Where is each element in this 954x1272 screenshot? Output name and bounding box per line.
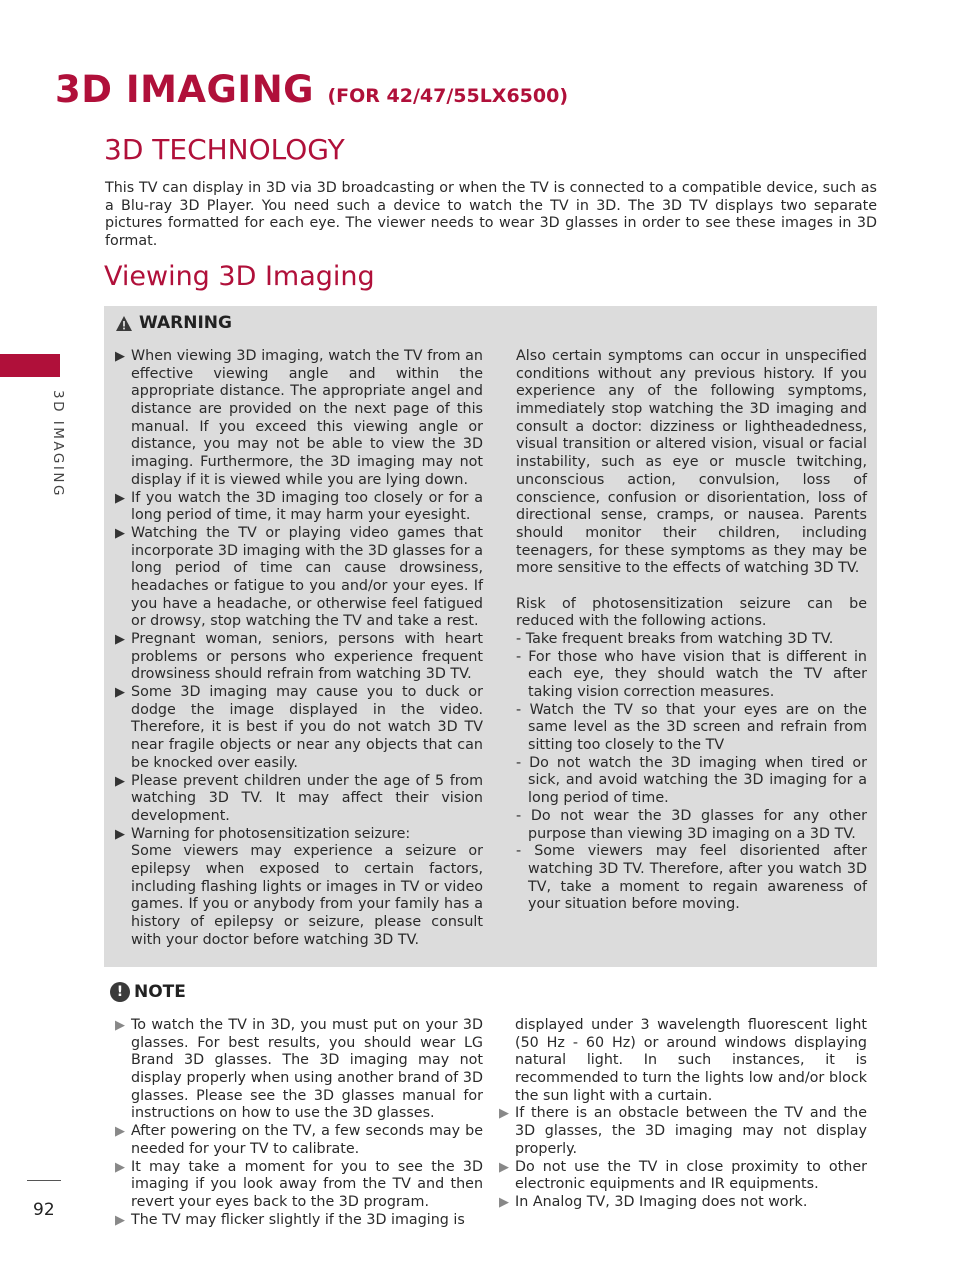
risk-item: - Do not wear the 3D glasses for any other purpose than viewing 3D imaging on a 3D TV. (516, 808, 867, 843)
chapter-subtitle: (FOR 42/47/55LX6500) (327, 85, 569, 107)
symptoms-paragraph: Also certain symptoms can occur in unspecified conditions without any previous history. If you experience any of the following symptoms, immediately stop watching the 3D imaging and consult a doctor: dizziness or lightheadedness, visual transition or altered vision, visual or facial instability, such as eye or muscle twitching, unconscious action, convulsion, loss of conscience, confusion or disorientation, loss of directional sense, cramps, or nausea. Parents should monitor their children, including teenagers, for these symptoms as they may be more sensitive to the effects of watching 3D TV. (516, 348, 867, 577)
chapter-side-tab (0, 354, 60, 377)
warning-right-column (516, 348, 867, 914)
risk-item: - For those who have vision that is different in each eye, they should watch the TV after taking vision correction measures. (516, 649, 867, 702)
warning-item: ▶ If you watch the 3D imaging too closely or for a long period of time, it may harm your eyesight. (115, 490, 483, 525)
warning-left-column (115, 348, 483, 949)
page-number: 92 (33, 1200, 55, 1220)
note-item: ▶ If there is an obstacle between the TV and the 3D glasses, the 3D imaging may not display properly. (499, 1105, 867, 1158)
note-item: ▶ To watch the TV in 3D, you must put on your 3D glasses. For best results, you should wear LG Brand 3D glasses. The 3D imaging may not display properly when using another brand of 3D glasses. Please see the 3D glasses manual for instructions on how to use the 3D glasses. (115, 1017, 483, 1123)
warning-heading (115, 313, 232, 333)
seizure-text: Some viewers may experience a seizure or epilepsy when exposed to certain factors, including flashing lights or images in TV or video games. If you or anybody from your family has a history of epilepsy or seizure, please consult with your doctor before watching 3D TV. (131, 843, 483, 948)
note-heading-text: NOTE (134, 982, 186, 1002)
warning-item: ▶ Please prevent children under the age of 5 from watching 3D TV. It may affect their vision development. (115, 773, 483, 826)
subsection-title: Viewing 3D Imaging (104, 261, 375, 292)
note-item: ▶ It may take a moment for you to see the 3D imaging if you look away from the TV and then revert your eyes back to the 3D program. (115, 1159, 483, 1212)
risk-item: - Take frequent breaks from watching 3D TV. (516, 631, 867, 649)
note-item: ▶ Do not use the TV in close proximity to other electronic equipments and IR equipments. (499, 1159, 867, 1194)
note-heading (110, 982, 186, 1002)
chapter-title (55, 66, 568, 120)
chapter-title-text: 3D IMAGING (55, 68, 315, 111)
warning-item: ▶ Warning for photosensitization seizure: (115, 826, 483, 844)
note-item: ▶ After powering on the TV, a few seconds may be needed for your TV to calibrate. (115, 1123, 483, 1158)
note-item: ▶ The TV may flicker slightly if the 3D imaging is (115, 1212, 483, 1230)
note-left-column (115, 1017, 483, 1229)
risk-item: - Some viewers may feel disoriented after watching 3D TV. Therefore, after you watch 3D TV, take a moment to regain awareness of your situation before moving. (516, 843, 867, 914)
warning-item: ▶ When viewing 3D imaging, watch the TV from an effective viewing angle and within the appropriate distance. The appropriate angel and distance are provided on the next page of this manual. If you exceed this viewing angle or distance, you may not be able to view the 3D imaging. Furthermore, the 3D imaging may not display if it is viewed while you are lying down. (115, 348, 483, 490)
risk-item: - Do not watch the 3D imaging when tired or sick, and avoid watching the 3D imaging for a long period of time. (516, 755, 867, 808)
risk-intro: Risk of photosensitization seizure can be reduced with the following actions. (516, 595, 867, 630)
warning-item: ▶ Pregnant woman, seniors, persons with heart problems or persons who experience frequent drowsiness should refrain from watching 3D TV. (115, 631, 483, 684)
note-right-column (499, 1017, 867, 1212)
note-item: ▶ In Analog TV, 3D Imaging does not work. (499, 1194, 867, 1212)
risk-item: - Watch the TV so that your eyes are on the same level as the 3D screen and refrain from sitting too closely to the TV (516, 702, 867, 755)
warning-heading-text: WARNING (139, 313, 232, 333)
warning-item: ▶ Watching the TV or playing video games that incorporate 3D imaging with the 3D glasses for a long period of time can cause drowsiness, headaches or fatigue to you and/or your eyes. If you have a headache, or otherwise feel fatigued or drowsy, stop watching the TV and take a rest. (115, 525, 483, 631)
warning-icon (115, 315, 133, 332)
section-title: 3D TECHNOLOGY (104, 133, 345, 166)
intro-paragraph: This TV can display in 3D via 3D broadcasting or when the TV is connected to a compatible device, such as a Blu-ray 3D Player. You need such a device to watch the TV in 3D. The 3D TV displays two separate pictures formatted for each eye. The viewer needs to wear 3D glasses in order to see these images in 3D format. (105, 180, 877, 249)
chapter-side-label: 3D IMAGING (50, 390, 66, 498)
note-icon: ! (110, 982, 130, 1002)
note-continuation: displayed under 3 wavelength fluorescent light (50 Hz - 60 Hz) or around windows displaying natural light. In such instances, it is recommended to turn the lights low and/or block the sun light with a curtain. (515, 1017, 867, 1104)
footer-rule (27, 1180, 61, 1181)
warning-item: ▶ Some 3D imaging may cause you to duck or dodge the image displayed in the video. Therefore, it is best if you do not watch 3D TV near fragile objects or near any objects that can be knocked over easily. (115, 684, 483, 772)
